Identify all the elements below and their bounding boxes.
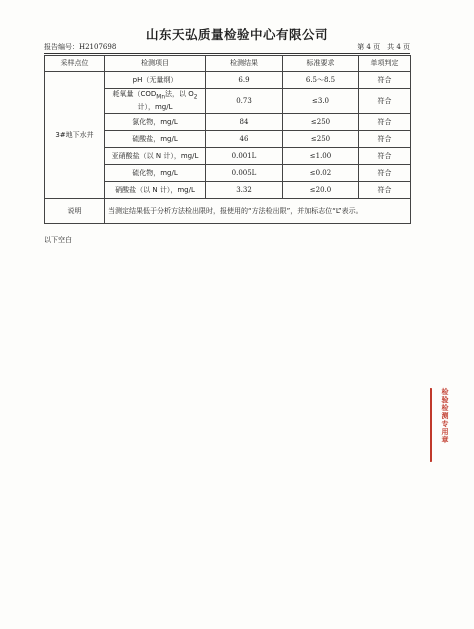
test-item: 硫酸盐，mg/L xyxy=(105,131,206,148)
column-header-judgment: 单项判定 xyxy=(359,56,411,72)
test-result: 0.73 xyxy=(206,89,283,114)
column-header-result: 检测结果 xyxy=(206,56,283,72)
test-result: 3.32 xyxy=(206,182,283,199)
results-table xyxy=(44,55,411,224)
judgment: 符合 xyxy=(359,182,411,199)
test-item: 亚硝酸盐（以 N 计），mg/L xyxy=(105,148,206,165)
test-result: 0.005L xyxy=(206,165,283,182)
test-result: 0.001L xyxy=(206,148,283,165)
standard-requirement: ≤1.00 xyxy=(283,148,359,165)
test-item-subscript: Mn xyxy=(156,94,166,101)
judgment: 符合 xyxy=(359,131,411,148)
standard-requirement: ≤3.0 xyxy=(283,89,359,114)
standard-requirement: ≤250 xyxy=(283,114,359,131)
note-text: 当测定结果低于分析方法检出限时，报使用的“方法检出限”，并加标志位“L”表示。 xyxy=(105,199,411,224)
column-header-standard: 标准要求 xyxy=(283,56,359,72)
table-header-row xyxy=(45,56,411,72)
judgment: 符合 xyxy=(359,165,411,182)
note-label: 说明 xyxy=(45,199,105,224)
report-number-value: H2107698 xyxy=(79,43,117,51)
judgment: 符合 xyxy=(359,114,411,131)
judgment: 符合 xyxy=(359,72,411,89)
judgment: 符合 xyxy=(359,148,411,165)
column-header-location: 采样点位 xyxy=(45,56,105,72)
blank-below-text: 以下空白 xyxy=(44,236,72,244)
test-item: pH（无量纲） xyxy=(105,72,206,89)
column-header-item: 检测项目 xyxy=(105,56,206,72)
standard-requirement: ≤20.0 xyxy=(283,182,359,199)
test-item: 氯化物，mg/L xyxy=(105,114,206,131)
standard-requirement: 6.5～8.5 xyxy=(283,72,359,89)
page-info: 第 4 页 共 4 页 xyxy=(357,43,410,51)
sampling-location: 3#地下水井 xyxy=(45,72,105,199)
test-item: 硫化物，mg/L xyxy=(105,165,206,182)
test-item: 硝酸盐（以 N 计），mg/L xyxy=(105,182,206,199)
report-number xyxy=(44,42,116,52)
table-row xyxy=(45,72,411,89)
test-result: 84 xyxy=(206,114,283,131)
inspection-seal: 检验检测专用章 xyxy=(430,388,450,462)
company-title: 山东天弘质量检验中心有限公司 xyxy=(145,27,328,42)
standard-requirement: ≤0.02 xyxy=(283,165,359,182)
standard-requirement: ≤250 xyxy=(283,131,359,148)
test-result: 6.9 xyxy=(206,72,283,89)
note-row xyxy=(45,199,411,224)
test-item-text: 耗氧量（COD xyxy=(112,90,157,99)
judgment: 符合 xyxy=(359,89,411,114)
test-item xyxy=(105,89,206,114)
test-item-text-2: 法，以 O xyxy=(165,90,194,99)
test-result: 46 xyxy=(206,131,283,148)
test-item-subscript-2: 2 xyxy=(193,94,198,101)
header-rule xyxy=(44,53,410,54)
report-number-label: 报告编号： xyxy=(44,43,79,51)
test-item-text-3: 计），mg/L xyxy=(137,102,173,111)
